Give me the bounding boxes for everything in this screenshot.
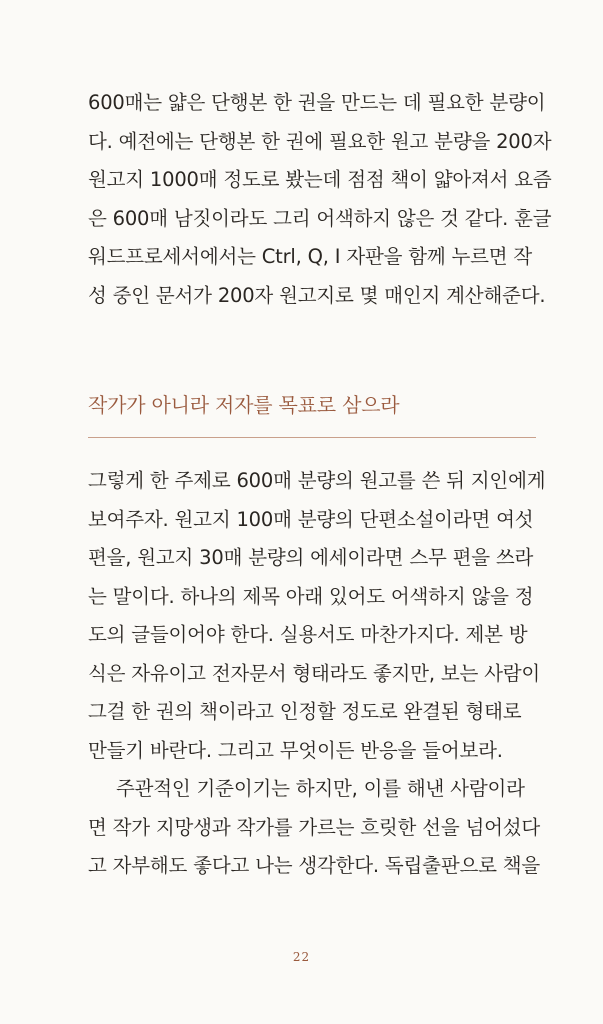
text-line: 은 600매 남짓이라도 그리 어색하지 않은 것 같다. 훈글 — [88, 206, 552, 230]
section-heading: 작가가 아니라 저자를 목표로 삼으라 — [88, 393, 400, 417]
text-line: 식은 자유이고 전자문서 형태라도 좋지만, 보는 사람이 — [88, 661, 541, 685]
text-line: 면 작가 지망생과 작가를 가르는 흐릿한 선을 넘어섰다 — [88, 815, 541, 839]
text-line: 도의 글들이어야 한다. 실용서도 마찬가지다. 제본 방 — [88, 623, 528, 646]
body-paragraph-2 — [88, 462, 546, 770]
text-line: 편을, 원고지 30매 분량의 에세이라면 스무 편을 쓰라 — [88, 546, 534, 569]
text-line: 600매는 얇은 단행본 한 권을 만드는 데 필요한 분량이 — [88, 91, 546, 114]
text-line: 성 중인 문서가 200자 원고지로 몇 매인지 계산해준다. — [88, 283, 546, 307]
body-paragraph-1 — [88, 84, 552, 315]
text-line: 고 자부해도 좋다고 나는 생각한다. 독립출판으로 책을 — [88, 854, 541, 877]
page-number: 22 — [292, 950, 311, 964]
text-line: 워드프로세서에서는 Ctrl, Q, I 자판을 함께 누르면 작 — [88, 245, 533, 268]
text-line: 만들기 바란다. 그리고 무엇이든 반응을 들어보라. — [88, 738, 503, 762]
body-paragraph-3 — [88, 770, 541, 886]
text-line: 주관적인 기준이기는 하지만, 이를 해낸 사람이라 — [116, 777, 525, 800]
text-line: 원고지 1000매 정도로 봤는데 점점 책이 얇아져서 요즘 — [88, 168, 552, 191]
heading-divider — [88, 437, 536, 438]
text-line: 다. 예전에는 단행본 한 권에 필요한 원고 분량을 200자 — [88, 129, 552, 153]
text-line: 는 말이다. 하나의 제목 아래 있어도 어색하지 않을 정 — [88, 584, 534, 608]
text-line: 그걸 한 권의 책이라고 인정할 정도로 완결된 형태로 — [88, 700, 522, 723]
text-line: 그렇게 한 주제로 600매 분량의 원고를 쓴 뒤 지인에게 — [88, 469, 546, 492]
text-line: 보여주자. 원고지 100매 분량의 단편소설이라면 여섯 — [88, 507, 534, 531]
